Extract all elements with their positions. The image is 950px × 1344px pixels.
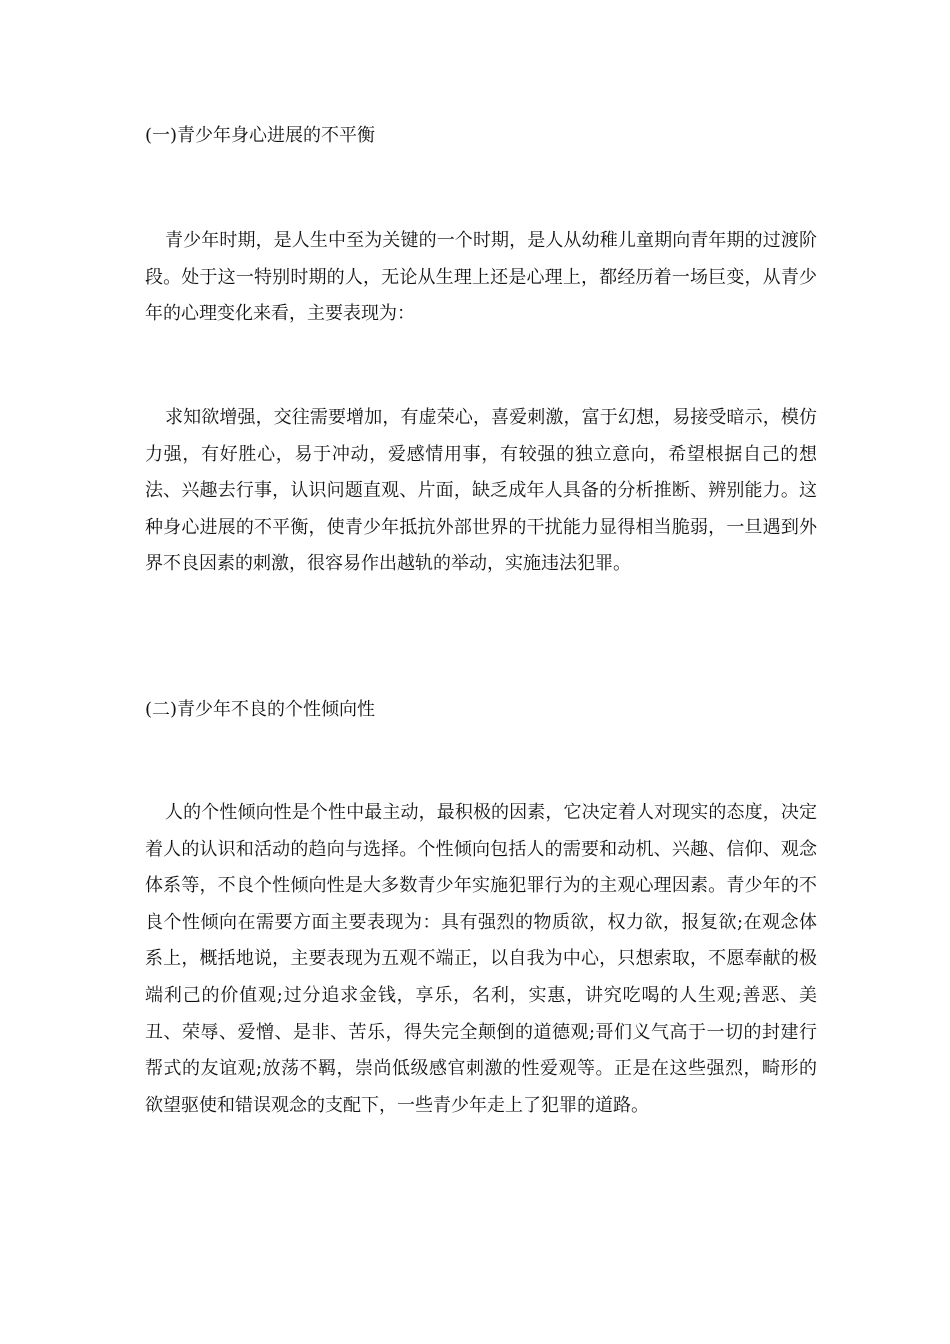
section-1-paragraph-2: 求知欲增强，交往需要增加，有虚荣心，喜爱刺激，富于幻想，易接受暗示，模仿力强，有好胜心，易于冲动，爱感情用事，有较强的独立意向，希望根据自己的想法、兴趣去行事，认识问题直观、片面，缺乏成年人具备的分析推断、辨别能力。这种身心进展的不平衡，使青少年抵抗外部世界的干扰能力显得相当脆弱，一旦遇到外界不良因素的刺激，很容易作出越轨的举动，实施违法犯罪。 — [145, 407, 817, 575]
section-2-paragraph-1: 人的个性倾向性是个性中最主动，最积极的因素，它决定着人对现实的态度，决定着人的认识和活动的趋向与选择。个性倾向包括人的需要和动机、兴趣、信仰、观念体系等，不良个性倾向性是大多数青少年实施犯罪行为的主观心理因素。青少年的不良个性倾向在需要方面主要表现为：具有强烈的物质欲，权力欲，报复欲;在观念体系上，概括地说，主要表现为五观不端正，以自我为中心，只想索取，不愿奉献的极端利己的价值观;过分追求金钱，享乐，名利，实惠，讲究吃喝的人生观;善恶、美丑、荣辱、爱憎、是非、苦乐，得失完全颠倒的道德观;哥们义气高于一切的封建行帮式的友谊观;放荡不羁，崇尚低级感官刺激的性爱观等。正是在这些强烈，畸形的欲望驱使和错误观念的支配下，一些青少年走上了犯罪的道路。 — [145, 802, 817, 1116]
section-heading-2: (二)青少年不良的个性倾向性 — [145, 699, 376, 720]
section-1-paragraph-1: 青少年时期，是人生中至为关键的一个时期，是人从幼稚儿童期向青年期的过渡阶段。处于这一特别时期的人，无论从生理上还是心理上，都经历着一场巨变，从青少年的心理变化来看，主要表现为： — [145, 230, 817, 325]
section-heading-1: (一)青少年身心进展的不平衡 — [145, 125, 376, 146]
